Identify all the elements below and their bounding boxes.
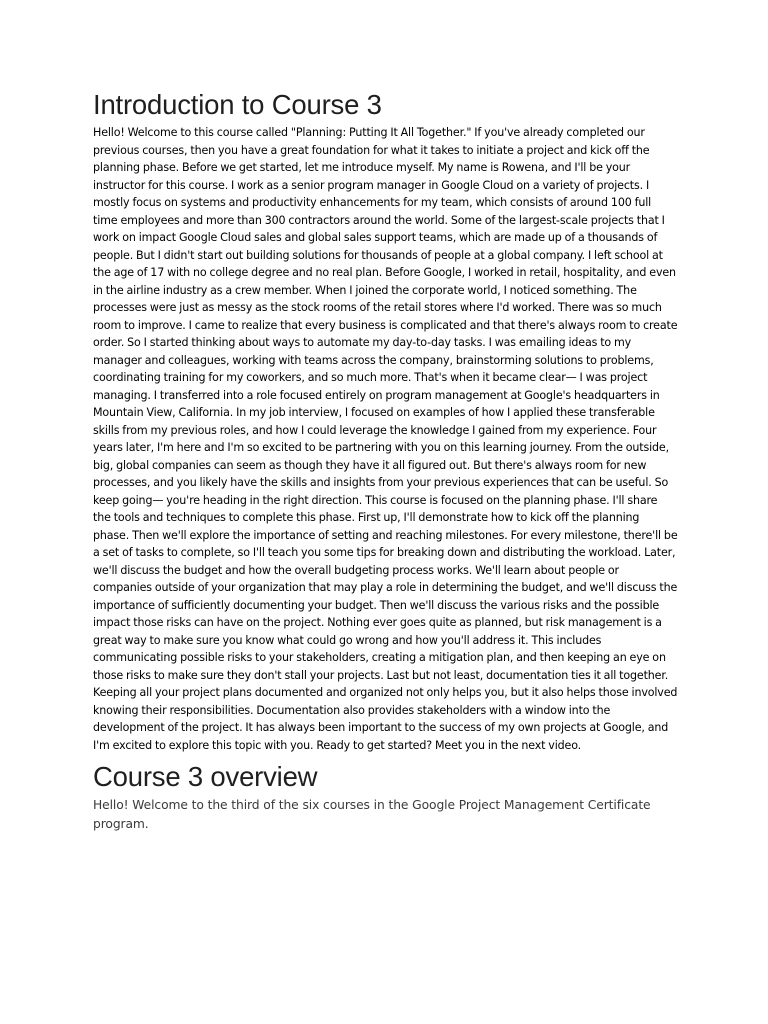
section-overview xyxy=(93,760,678,834)
section-heading-overview: Course 3 overview xyxy=(93,761,318,792)
section-body-overview: Hello! Welcome to the third of the six courses in the Google Project Management Certificate program. xyxy=(93,798,651,831)
document-page xyxy=(93,88,678,834)
section-body-intro: Hello! Welcome to this course called "Planning: Putting It All Together." If you've already completed our previous courses, then you have a great foundation for what it takes to initiate a project and kick off the planning phase. Before we get started, let me introduce myself. My name is Rowena, and I'll be your instructor for this course. I work as a senior program manager in Google Cloud on a variety of projects. I mostly focus on systems and productivity enhancements for my team, which consists of around 100 full time employees and more than 300 contractors around the world. Some of the largest-scale projects that I work on impact Google Cloud sales and global sales support teams, which are made up of a thousands of people. But I didn't start out building solutions for thousands of people at a global company. I left school at the age of 17 with no college degree and no real plan. Before Google, I worked in retail, hospitality, and even in the airline industry as a crew member. When I joined the corporate world, I noticed something. The processes were just as messy as the stock rooms of the retail stores where I'd worked. There was so much room to improve. I came to realize that every business is complicated and that there's always room to create order. So I started thinking about ways to automate my day-to-day tasks. I was emailing ideas to my manager and colleagues, working with teams across the company, brainstorming solutions to problems, coordinating training for my coworkers, and so much more. That's when it became clear— I was project managing. I transferred into a role focused entirely on program management at Google's headquarters in Mountain View, California. In my job interview, I focused on examples of how I applied these transferable skills from my previous roles, and how I could leverage the knowledge I gained from my experience. Four years later, I'm here and I'm so excited to be partnering with you on this learning journey. From the outside, big, global companies can seem as though they have it all figured out. But there's always room for new processes, and you likely have the skills and insights from your previous experiences that can be useful. So keep going— you're heading in the right direction. This course is focused on the planning phase. I'll share the tools and techniques to complete this phase. First up, I'll demonstrate how to kick off the planning phase. Then we'll explore the importance of setting and reaching milestones. For every milestone, there'll be a set of tasks to complete, so I'll teach you some tips for breaking down and distributing the workload. Later, we'll discuss the budget and how the overall budgeting process works. We'll learn about people or companies outside of your organization that may play a role in determining the budget, and we'll discuss the importance of sufficiently documenting your budget. Then we'll discuss the various risks and the possible impact those risks can have on the project. Nothing ever goes quite as planned, but risk management is a great way to make sure you know what could go wrong and how you'll address it. This includes communicating possible risks to your stakeholders, creating a mitigation plan, and then keeping an eye on those risks to make sure they don't stall your projects. Last but not least, documentation ties it all together. Keeping all your project plans documented and organized not only helps you, but it also helps those involved knowing their responsibilities. Documentation also provides stakeholders with a window into the development of the project. It has always been important to the success of my own projects at Google, and I'm excited to explore this topic with you. Ready to get started? Meet you in the next video. xyxy=(93,126,678,752)
section-heading-intro: Introduction to Course 3 xyxy=(93,89,382,120)
